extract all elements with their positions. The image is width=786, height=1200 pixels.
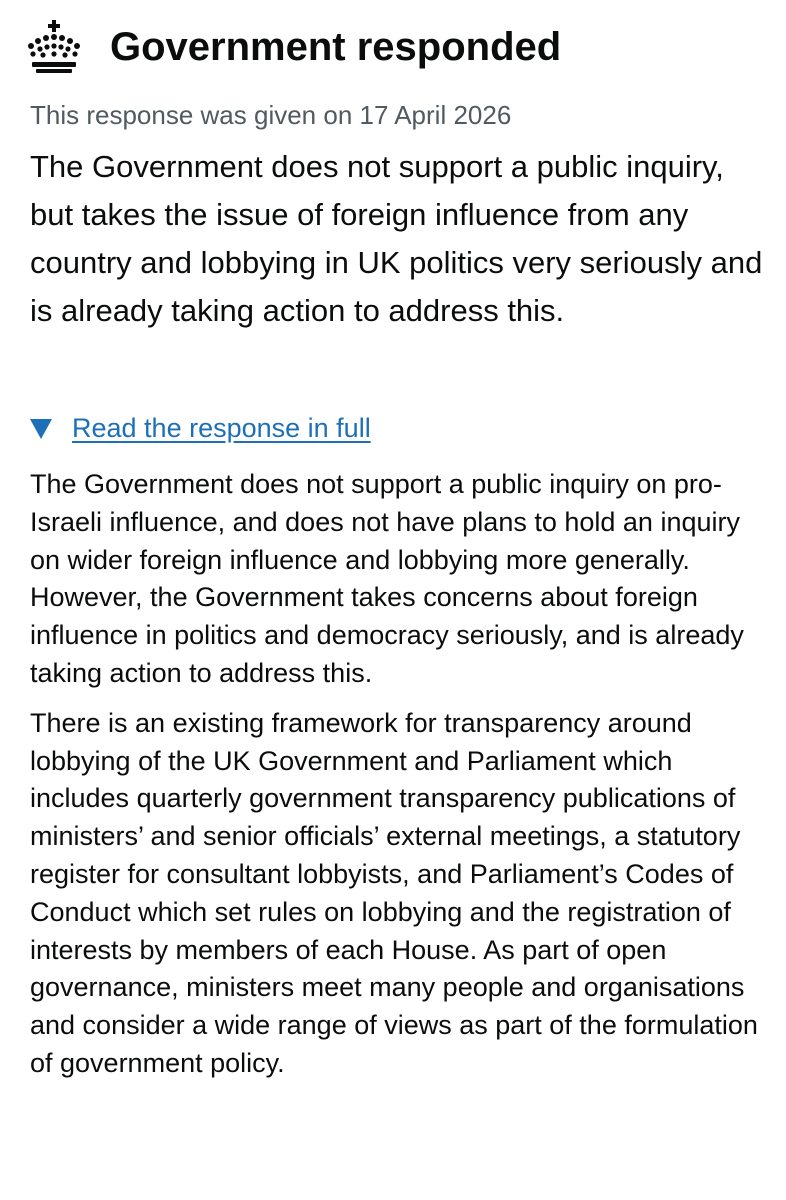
response-date: This response was given on 17 April 2026 [30, 100, 512, 130]
full-response-body [30, 466, 775, 1095]
page-title: Government responded [110, 25, 562, 69]
read-full-response-link[interactable]: Read the response in full [72, 413, 371, 443]
response-summary: The Government does not support a public inquiry, but takes the issue of foreign influence from any country and lobbying in UK politics very seriously and is already taking action to address this. [30, 149, 763, 328]
read-full-response-toggle[interactable] [30, 410, 371, 446]
response-paragraph: There is an existing framework for transparency around lobbying of the UK Government and Parliament which includes quarterly government transparency publications of ministers’ and senior officials’ external meetings, a statutory register for consultant lobbyists, and Parliament’s Codes of Conduct which set rules on lobbying and the registration of interests by members of each House. As part of open governance, ministers meet many people and organisations and consider a wide range of views as part of the formulation of government policy. [30, 707, 758, 1078]
crown-icon [24, 18, 84, 76]
response-paragraph: The Government does not support a public inquiry on pro-Israeli influence, and does not have plans to hold an inquiry on wider foreign influence and lobbying more generally. However, the Government takes concerns about foreign influence in politics and democracy seriously, and is already taking action to address this. [30, 469, 744, 688]
triangle-down-icon[interactable] [30, 419, 52, 439]
response-header [24, 18, 561, 76]
